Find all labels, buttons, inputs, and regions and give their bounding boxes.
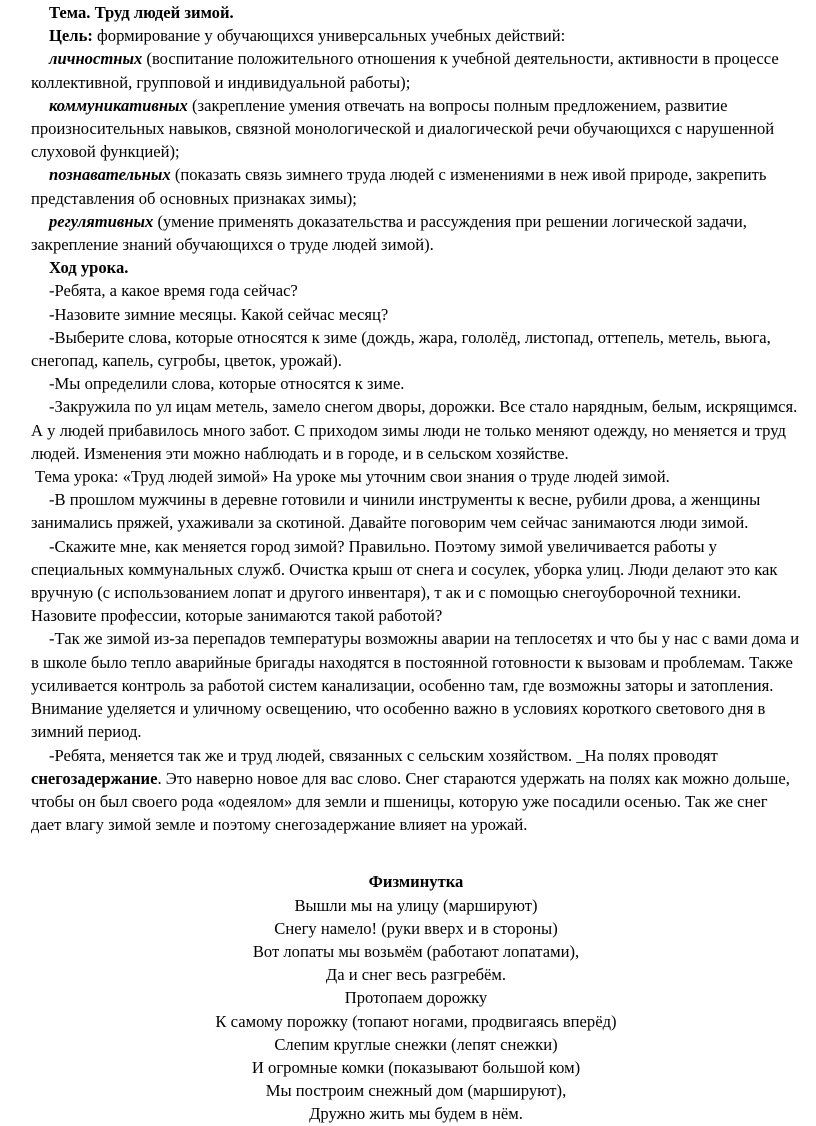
uud-term: познавательных <box>49 165 171 185</box>
poem-line: Слепим круглые снежки (лепят снежки) <box>274 1034 558 1054</box>
spacer <box>31 836 816 870</box>
uud-item <box>31 47 801 93</box>
uud-item <box>31 210 801 256</box>
uud-term: личностных <box>49 49 143 69</box>
uud-text: (умение применять доказательства и рассуждения при решении логической задачи, закрепление знаний обучающихся о труде людей зимой). <box>31 211 747 255</box>
poem-line: Да и снег весь разгребём. <box>325 965 507 985</box>
poem-line: Вышли мы на улицу (маршируют) <box>294 895 538 915</box>
lesson-paragraph: -Закружила по ул ицам метель, замело снегом дворы, дорожки. Все стало нарядным, белым, искрящимся. А у людей прибавилось много забот. С приходом зимы люди не только меняют одежду, но меняется и труд людей. Изменения эти можно наблюдать и в городе, и в сельском хозяйстве. <box>31 397 798 463</box>
poem-line: Дружно жить мы будем в нём. <box>309 1104 523 1124</box>
document-text <box>31 1 801 836</box>
poem-title: Физминутка <box>368 872 464 892</box>
uud-term: регулятивных <box>49 211 154 231</box>
poem-line: Вот лопаты мы возьмём (работают лопатами), <box>252 941 580 961</box>
topic-value: Труд людей зимой. <box>94 3 234 22</box>
poem-line: И огромные комки (показывают большой ком) <box>251 1057 581 1077</box>
uud-item <box>31 94 801 164</box>
last-before: -Ребята, меняется так же и труд людей, связанных с сельским хозяйством. _На полях проводят <box>49 745 718 765</box>
uud-text: (показать связь зимнего труда людей с изменениями в неж ивой природе, закрепить представления об основных признаках зимы); <box>31 165 767 208</box>
last-term: снегозадержание <box>31 768 158 788</box>
poem-line: К самому порожку (топают ногами, продвигаясь вперёд) <box>215 1011 617 1031</box>
uud-term: коммуникативных <box>49 95 188 115</box>
last-after: . Это наверно новое для вас слово. Снег стараются удержать на полях как можно дольше, чтобы он был своего рода «одеялом» для земли и пшеницы, которую уже посадили осенью. Так же снег дает влагу зимой земле и поэтому снегозадержание влияет на урожай. <box>31 768 790 835</box>
goal-text: формирование у обучающихся универсальных учебных действий: <box>97 26 566 46</box>
lesson-paragraph: -В прошлом мужчины в деревне готовили и чинили инструменты к весне, рубили дрова, а женщины занимались пряжей, ухаживали за скотиной. Давайте поговорим чем сейчас занимаются люди зимой. <box>31 490 761 533</box>
lesson-paragraph: -Выберите слова, которые относятся к зиме (дождь, жара, гололёд, листопад, оттепель, метель, вьюга, снегопад, капель, сугробы, цветок, урожай). <box>31 327 771 371</box>
uud-item <box>31 163 801 209</box>
topic-label: Тема. <box>49 3 91 22</box>
uud-text: (воспитание положительного отношения к учебной деятельности, активности в процессе коллективной, групповой и индивидуальной работы); <box>31 49 779 92</box>
lesson-paragraph: -Так же зимой из-за перепадов температуры возможны аварии на теплосетях и что бы у нас с вами дома и в школе было тепло аварийные бригады находятся в постоянной готовности к вызовам и проблемам. Также усиливается контроль за работой систем канализации, особенно там, где возможны заторы и затопления. Внимание уделяется и уличному освещению, что особенно важно в условиях короткого светового дня в зимний период. <box>31 629 800 742</box>
lesson-paragraph: -Назовите зимние месяцы. Какой сейчас месяц? <box>49 304 389 324</box>
lesson-paragraph: -Ребята, а какое время года сейчас? <box>49 281 298 301</box>
goal-label: Цель: <box>49 26 93 46</box>
poem-block <box>31 870 801 1125</box>
poem-line: Протопаем дорожку <box>344 988 488 1008</box>
lesson-paragraph: -Мы определили слова, которые относятся к зиме. <box>49 374 405 394</box>
lesson-paragraph <box>31 744 801 837</box>
goal-line <box>31 24 801 47</box>
lesson-paragraph: -Скажите мне, как меняется город зимой? Правильно. Поэтому зимой увеличивается работы у специальных коммунальных служб. Очистка крыш от снега и сосулек, уборка улиц. Люди делают это как вручную (с использованием лопат и другого инвентаря), т ак и с помощью снегоуборочной техники. Назовите профессии, которые занимаются такой работой? <box>31 536 778 626</box>
uud-text: (закрепление умения отвечать на вопросы полным предложением, развитие произносительных навыков, связной монологической и диалогической речи обучающихся с нарушенной слуховой функцией); <box>31 95 775 162</box>
lesson-topic: Тема урока: «Труд людей зимой» На уроке мы уточним свои знания о труде людей зимой. <box>35 467 670 487</box>
poem-line: Снегу намело! (руки вверх и в стороны) <box>274 918 558 938</box>
topic-line <box>31 1 801 24</box>
poem-line: Мы построим снежный дом (маршируют), <box>265 1081 567 1101</box>
lesson-heading: Ход урока. <box>49 258 129 278</box>
